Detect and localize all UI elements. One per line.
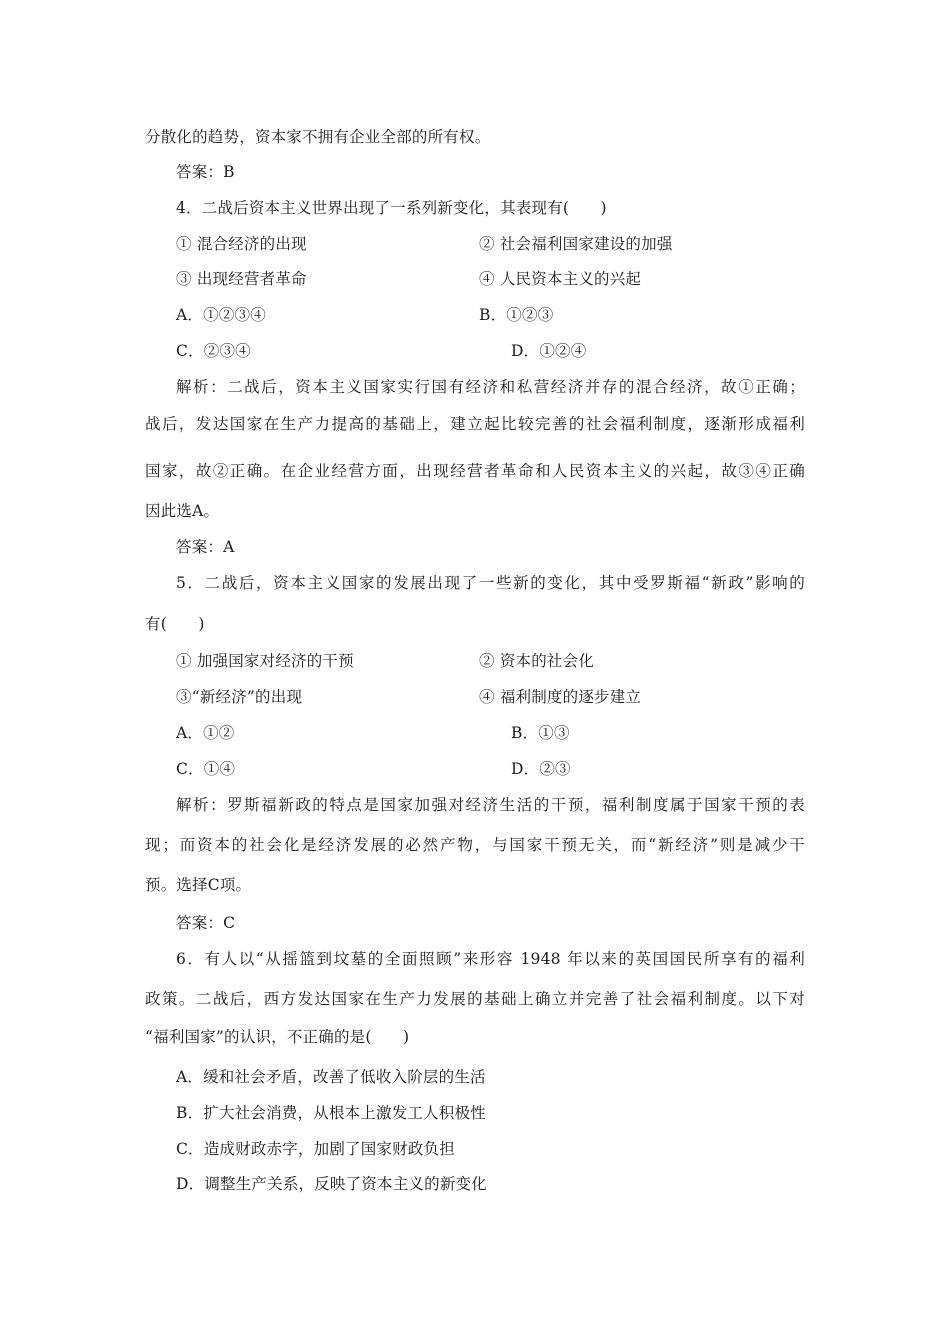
question-5-analysis-line: 解析：罗斯福新政的特点是国家加强对经济生活的干预，福利制度属于国家干预的表 xyxy=(176,796,805,814)
text-line: 分散化的趋势，资本家不拥有企业全部的所有权。 xyxy=(145,128,491,146)
question-5-item: ④ 福利制度的逐步建立 xyxy=(479,688,642,706)
question-5-analysis-line: 现；而资本的社会化是经济发展的必然产物，与国家干预无关，而“新经济”则是减少干 xyxy=(145,836,805,854)
question-4-analysis-line: 解析：二战后，资本主义国家实行国有经济和私营经济并存的混合经济，故①正确； xyxy=(176,378,805,396)
question-5-analysis-line: 预。选择C项。 xyxy=(145,876,252,894)
question-4-option: B．①②③ xyxy=(479,306,554,324)
question-6-option: D．调整生产关系，反映了资本主义的新变化 xyxy=(176,1175,487,1193)
question-4-option: D．①②④ xyxy=(511,342,587,360)
question-6-stem: “福利国家”的认识，不正确的是( ) xyxy=(145,1028,410,1046)
question-5-item: ③“新经济”的出现 xyxy=(176,688,303,706)
question-6-option: B．扩大社会消费，从根本上激发工人积极性 xyxy=(176,1104,486,1122)
question-5-option: B．①③ xyxy=(511,724,570,742)
question-5-stem: 5．二战后，资本主义国家的发展出现了一些新的变化，其中受罗斯福“新政”影响的 xyxy=(176,574,805,592)
question-5-stem: 有( ) xyxy=(145,615,205,633)
question-5-option: C．①④ xyxy=(176,760,236,778)
question-6-option: C．造成财政赤字，加剧了国家财政负担 xyxy=(176,1140,455,1158)
question-4-item: ④ 人民资本主义的兴起 xyxy=(479,270,642,288)
question-4-option: C．②③④ xyxy=(176,342,251,360)
question-5-item: ① 加强国家对经济的干预 xyxy=(176,652,354,670)
question-4-item: ① 混合经济的出现 xyxy=(176,235,307,253)
question-6-stem: 6．有人以“从摇篮到坟墓的全面照顾”来形容 1948 年以来的英国国民所享有的福利 xyxy=(176,950,805,968)
question-4-option: A．①②③④ xyxy=(176,306,266,324)
question-4-analysis-line: 因此选A。 xyxy=(145,502,220,520)
question-4-analysis-line: 战后，发达国家在生产力提高的基础上，建立起比较完善的社会福利制度，逐渐形成福利 xyxy=(145,415,805,433)
question-6-option: A．缓和社会矛盾，改善了低收入阶层的生活 xyxy=(176,1068,486,1086)
question-4-item: ② 社会福利国家建设的加强 xyxy=(479,235,673,253)
question-4-item: ③ 出现经营者革命 xyxy=(176,270,307,288)
answer-line: 答案：A xyxy=(176,538,235,556)
answer-line: 答案：B xyxy=(176,163,235,181)
answer-line: 答案：C xyxy=(176,914,236,932)
question-4-analysis-line: 国家，故②正确。在企业经营方面，出现经营者革命和人民资本主义的兴起，故③④正确 xyxy=(145,462,805,480)
question-5-item: ② 资本的社会化 xyxy=(479,652,595,670)
question-5-option: A．①② xyxy=(176,724,235,742)
question-5-option: D．②③ xyxy=(511,760,571,778)
question-4-stem: 4．二战后资本主义世界出现了一系列新变化，其表现有( ) xyxy=(176,199,607,217)
question-6-stem: 政策。二战后，西方发达国家在生产力发展的基础上确立并完善了社会福利制度。以下对 xyxy=(145,990,805,1008)
